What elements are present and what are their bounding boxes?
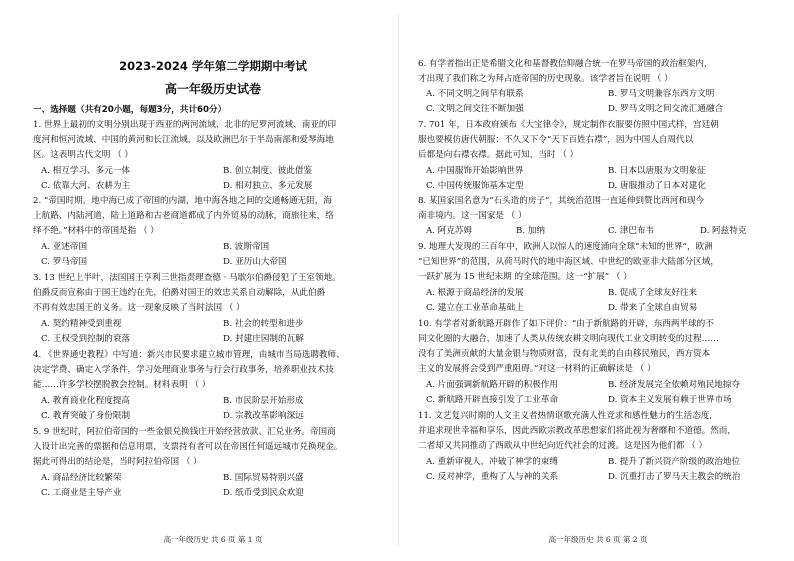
option-text: D. 纸币受到民众欢迎 (223, 488, 304, 498)
option-text: C. 罗马帝国 (41, 257, 88, 267)
question-text: 7. 701 年，日本政府颁布《大宝律令》，规定制作衣服要仿照中国式样，宫廷朝 (418, 120, 719, 130)
option-text: A. 不同文明之间早有联系 (426, 89, 524, 99)
option-text: A. 根源于商品经济的发展 (426, 288, 524, 298)
option-text: A. 阿克苏姆 (426, 226, 473, 236)
question-text: 人设计出完善的票据和信息用票，支票持有者可以在帝国任何遥远城市兑换现金。 (33, 442, 343, 452)
option-text: B. 日本以唐服为文明象征 (608, 166, 706, 176)
option-text: B. 加纳 (516, 226, 545, 236)
option-text: C. 中国传统服饰基本定型 (426, 181, 524, 191)
exam-subtitle: 高一年级历史试卷 (164, 82, 261, 96)
page-footer: 高一年级历史 共 6 页 第 2 页 (548, 535, 648, 544)
question-text: 才出现了我们称之为拜占庭帝国的历史现象。该学者旨在说明 （ ） (418, 74, 673, 84)
option-text: D. 罗马文明之间交流汇通融合 (608, 104, 724, 114)
question-text: 同文化圈的大融合，加速了人类从传统农耕文明向现代工业文明转变的过程…… (418, 334, 719, 344)
option-text: B. 国际贸易特别兴盛 (223, 473, 304, 483)
question-text: 伯爵反而宣称由于国王违约在先，伯爵对国王的效忠关系自动解除，从此伯爵 (33, 288, 326, 298)
option-text: D. 带来了全球自由贸易 (608, 303, 698, 313)
question-text: 9. 地理大发现的三百年中，欧洲人以惊人的速度涌向全球“未知的世界”，欧洲 (418, 242, 713, 252)
exam-title: 2023-2024 学年第二学期期中考试 (119, 59, 307, 73)
question-text: 3. 13 世纪上半叶，法国国王亨利三世指责理查德 · 马歇尔伯爵侵犯了王室领地。 (33, 273, 341, 283)
option-text: C. 新航路开辟直接引发了工业革命 (426, 395, 559, 405)
option-text: A. 中国服饰开始影响世界 (426, 166, 524, 176)
question-text: “已知世界”的范围，从荷马时代的地中海区域、中世纪的欧亚非大陆部分区域， (418, 257, 719, 267)
question-text: 11. 文艺复兴时期的人文主义者热情讴歌充满人性竞求和感性魅力的生活态度, (418, 411, 713, 421)
question-text: 能……许多学校摆脱教会控制。材料表明 （ ） (33, 380, 211, 390)
option-text: B. 促成了全球友好往来 (608, 288, 698, 298)
question-text: 上航路、内陆河道、陆上道路和古老商道都成了内外贸易的动脉，商旅往来，络 (33, 211, 334, 221)
option-text: D. 亚历山大帝国 (223, 257, 287, 267)
option-text: B. 波斯帝国 (223, 242, 270, 252)
option-text: C. 建立在工业革命基础上 (426, 303, 524, 313)
page-divider (398, 14, 399, 546)
option-text: B. 经济发展完全依赖对殖民地掠夺 (608, 380, 741, 390)
option-text: D. 相对独立、多元发展 (223, 181, 313, 191)
question-text: 南非境内。这一国家是 （ ） (418, 211, 527, 221)
question-text: 二者却又共同推动了西欧从中世纪向近代社会的过渡。这是因为他们都 （ ） (418, 441, 708, 451)
option-text: D. 封建庄园制的瓦解 (223, 334, 304, 344)
option-text: C. 文明之间交往不断加强 (426, 104, 524, 114)
option-text: B. 提升了新兴资产阶级的政治地位 (608, 457, 741, 467)
question-text: 8. 某国家国名意为“石头造的房子”，其统治范围一直延伸到赞比西河和现今 (418, 196, 705, 206)
option-text: C. 依靠大河、农耕为主 (41, 181, 131, 191)
section-heading: 一、选择题（共有20小题，每题3分，共计60分） (33, 105, 227, 115)
option-text: D. 唐服推动了日本对建化 (608, 181, 706, 191)
option-text: A. 片面强调新航路开辟的积极作用 (426, 380, 558, 390)
option-text: B. 市民阶层开始形成 (223, 396, 304, 406)
option-text: D. 阿兹特克 (700, 226, 747, 236)
option-text: A. 亚述帝国 (41, 242, 88, 252)
option-text: A. 商品经济比较繁荣 (41, 473, 122, 483)
option-text: B. 罗马文明兼容东西方文明 (608, 89, 715, 99)
question-text: 据此可得出的结论是，当时阿拉伯帝国 （ ） (33, 457, 202, 467)
page-footer: 高一年级历史 共 6 页 第 1 页 (163, 535, 263, 544)
question-text: 6. 有学者指出正是希腊文化和基督教信仰融合统一在罗马帝国的政治框架内， (418, 59, 713, 69)
option-text: A. 相互学习、多元一体 (41, 166, 131, 176)
question-text: 并追求现世幸福和享乐，因此西欧宗教改革思想家们将此视为奢靡和不道德。然而， (418, 426, 736, 436)
page-2 (418, 0, 778, 561)
question-text: 区。这表明古代文明 （ ） (33, 150, 133, 160)
option-text: C. 津巴布韦 (608, 226, 655, 236)
question-text: 10. 有学者对新航路开辟作了如下评价：“由于新航路的开辟，东西两半球的不 (418, 319, 714, 329)
option-text: D. 资本主义发展有赖于世界市场 (608, 395, 732, 405)
question-text: 决定学费、确定入学条件，学习处理商业事务与行会行政事务，培养职业技术技 (33, 365, 334, 375)
question-text: 绎不绝。”材料中的帝国是指 （ ） (33, 226, 159, 236)
question-text: 5. 9 世纪时，阿拉伯帝国的一些金银兑换钱庄开始经营放款、汇兑业务。帝国商 (33, 427, 336, 437)
question-text: 不再有效忠国王的义务。这一现象反映了当时法国 （ ） (33, 303, 245, 313)
question-text: 主义的发展将会受到严重阻碍。”对这一材料的正确解读是 （ ） (418, 364, 656, 374)
option-text: D. 宗教改革影响深远 (223, 411, 304, 421)
option-text: D. 沉重打击了罗马天主教会的统治 (608, 472, 741, 482)
option-text: C. 教育突破了身份限制 (41, 411, 131, 421)
option-text: B. 社会的转型和进步 (223, 319, 304, 329)
question-text: 服也要模仿唐代朝服；不久又下令“天下百姓右襟”，因为中国人自周代以 (418, 135, 694, 145)
option-text: B. 创立制度、彼此借鉴 (223, 166, 313, 176)
question-text: 后都是向右襟衣襟。据此可知，当时 （ ） (418, 150, 579, 160)
option-text: C. 反对神学，重构了人与神的关系 (426, 472, 559, 482)
page-1 (33, 0, 393, 561)
question-text: 度河和恒河流域、中国的黄河和长江流域，以及欧洲巴尔干半岛南部和爱琴海地 (33, 135, 334, 145)
option-text: A. 重新审视人，冲破了神学的束缚 (426, 457, 558, 467)
question-text: 没有了美洲贡献的大量金银与物质财富，没有北美的自由移民殖民，西方资本 (418, 349, 711, 359)
option-text: A. 教育商业化程度提高 (41, 396, 131, 406)
question-text: 1. 世界上最初的文明分别出现于西亚的两河流域、北非的尼罗河流域、南亚的印 (33, 120, 337, 130)
question-text: 2. “帝国时期，地中海已成了帝国的内湖，地中海各地之间的交通畅通无阻，海 (33, 196, 332, 206)
question-text: 4. 《世界通史教程》中写道：新兴市民要求建立城市管理，由城市当局选聘教师、 (33, 350, 345, 360)
option-text: C. 王权受到控制的衰落 (41, 334, 131, 344)
option-text: C. 工商业是主导产业 (41, 488, 122, 498)
option-text: A. 契约精神受到重视 (41, 319, 122, 329)
question-text: 一跃扩展为 15 世纪末期 的全球范围。这一“扩展” （ ） (418, 272, 632, 282)
